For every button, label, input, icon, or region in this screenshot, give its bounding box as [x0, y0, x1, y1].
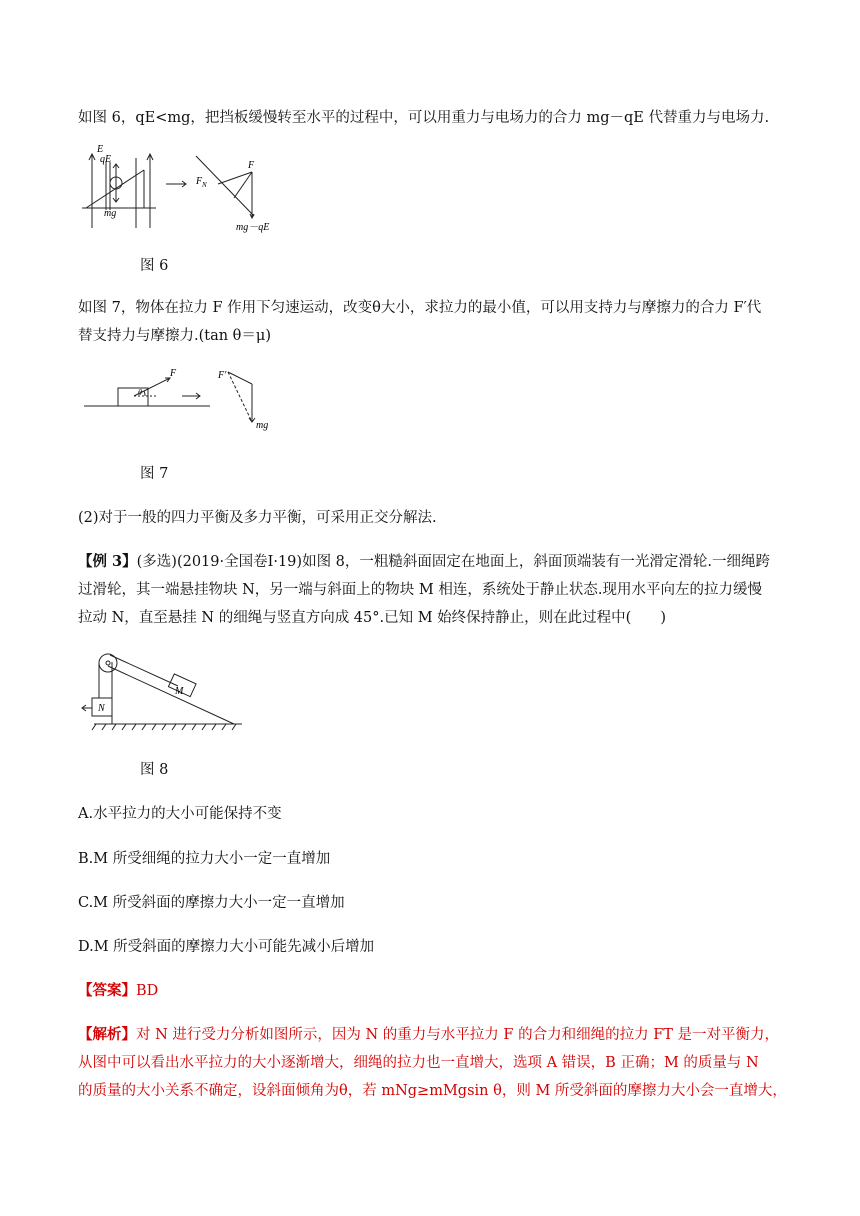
answer-line [78, 977, 790, 1005]
fig7-label-mg: mg [256, 420, 269, 431]
analysis-line2: 从图中可以看出水平拉力的大小逐渐增大，细绳的拉力也一直增大，选项 A 错误，B 正确；M 的质量与 N [78, 1055, 759, 1071]
analysis-line3: 的质量的大小关系不确定，设斜面倾角为θ，若 mNg≥mMgsin θ，则 M 所受斜面的摩擦力大小会一直增大， [78, 1083, 787, 1099]
fig6-label-mg-qE: mg－qE [236, 222, 270, 233]
option-c: C.M 所受斜面的摩擦力大小一定一直增加 [78, 895, 345, 911]
fig6-label-qE: qE [100, 154, 112, 165]
fig7-label-theta: θ [138, 388, 142, 397]
option-a: A.水平拉力的大小可能保持不变 [78, 806, 282, 822]
example-line1-text: (多选)(2019·全国卷Ⅰ·19)如图 8，一粗糙斜面固定在地面上，斜面顶端装有一光滑定滑轮.一细绳跨 [136, 554, 771, 570]
fig6-label-F: F [248, 160, 255, 171]
example-line2: 过滑轮，其一端悬挂物块 N，另一端与斜面上的物块 M 相连，系统处于静止状态.现用水平向左的拉力缓慢 [78, 582, 762, 598]
figure-6-caption: 图 6 [140, 258, 169, 274]
fig8-label-N: N [98, 703, 105, 714]
option-d: D.M 所受斜面的摩擦力大小可能先减小后增加 [78, 939, 375, 955]
example-tag: 【例 3】 [78, 553, 137, 570]
paragraph-method: (2)对于一般的四力平衡及多力平衡，可采用正交分解法. [78, 510, 437, 526]
figure-8 [78, 650, 258, 732]
example-line1 [78, 548, 790, 576]
paragraph-fig7-line1: 如图 7，物体在拉力 F 作用下匀速运动，改变θ大小，求拉力的最小值，可以用支持力与摩擦力的合力 F′代 [78, 300, 762, 316]
fig6-label-E: E [97, 144, 104, 155]
fig7-label-Fprime: F′ [218, 370, 227, 381]
analysis-tag: 【解析】 [78, 1026, 136, 1043]
fig8-label-M: M [175, 686, 184, 697]
figure-7-caption: 图 7 [140, 466, 169, 482]
paragraph-fig6: 如图 6，qE<mg，把挡板缓慢转至水平的过程中，可以用重力与电场力的合力 mg－qE 代替重力与电场力. [78, 110, 770, 126]
paragraph-fig7-line2: 替支持力与摩擦力.(tan θ＝μ) [78, 328, 271, 344]
figure-7 [82, 366, 282, 438]
figure-8-caption: 图 8 [140, 762, 169, 778]
fig6-label-FN: F [196, 176, 203, 187]
fig6-label-mg: mg [104, 208, 117, 219]
option-b: B.M 所受细绳的拉力大小一定一直增加 [78, 851, 331, 867]
analysis-line1-text: 对 N 进行受力分析如图所示，因为 N 的重力与水平拉力 F 的合力和细绳的拉力 FT 是一对平衡力， [136, 1027, 780, 1043]
answer-tag: 【答案】 [78, 982, 136, 999]
example-line3: 拉动 N，直至悬挂 N 的细绳与竖直方向成 45°.已知 M 始终保持静止，则在此过程中( ) [78, 610, 666, 626]
figure-6 [78, 140, 288, 236]
fig6-label-FN-sub: N [202, 181, 207, 189]
answer-value: BD [136, 983, 159, 999]
analysis-line1 [78, 1021, 790, 1049]
fig7-label-F: F [170, 368, 177, 379]
